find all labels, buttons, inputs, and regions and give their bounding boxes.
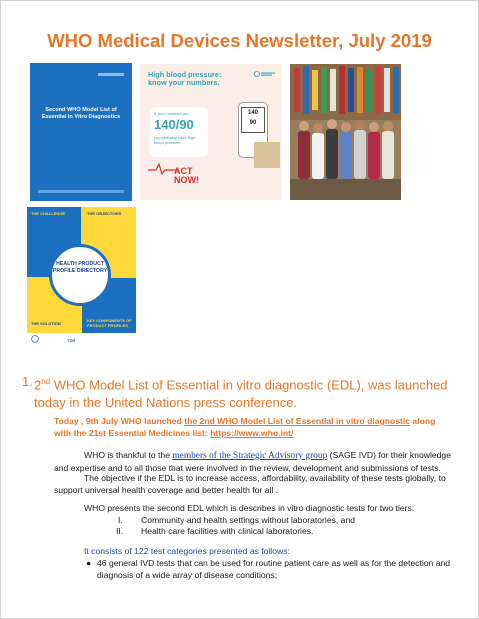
blood-pressure-poster bbox=[140, 64, 282, 200]
tier-1-number: I. bbox=[118, 515, 123, 525]
bp-if-text: If your numbers are bbox=[154, 111, 189, 116]
categories-intro: It consists of 122 test categories presented as follows: bbox=[84, 546, 290, 556]
sage-members-link[interactable]: members of the Strategic Advisory group bbox=[172, 451, 328, 461]
who-emblem-icon bbox=[31, 335, 39, 343]
tiers-intro: WHO presents the second EDL which is describes in vitro diagnostic tests for two tiers: bbox=[84, 503, 415, 513]
directory-title: HEALTH PRODUCT PROFILE DIRECTORY bbox=[52, 261, 108, 274]
group-photo bbox=[290, 64, 401, 200]
act-now-text: ACT NOW! bbox=[174, 166, 199, 186]
edl-link[interactable]: the 2nd WHO Model List of Essential in vitro diagnostic bbox=[184, 416, 411, 426]
infographic-footer bbox=[27, 333, 136, 347]
bullet-icon: ● bbox=[86, 558, 92, 568]
who-logo-icon bbox=[254, 71, 276, 77]
solution-label: THE SOLUTION bbox=[31, 321, 61, 326]
tier-2-text: Health care facilities with clinical laboratories. bbox=[141, 526, 314, 536]
who-url-link[interactable]: https://www.who.int/ bbox=[210, 427, 294, 438]
bp-monitor-screen: 140 bbox=[241, 107, 265, 133]
edl-cover-image bbox=[30, 63, 132, 201]
launch-paragraph: Today , 9th July WHO launched the 2nd WHO Model List of Essential in vitro diagnostic along with the 21st Essential Medicines list: https://www.who.int/ bbox=[54, 416, 436, 438]
section-number: 1. bbox=[22, 374, 33, 389]
tier-1-text: Community and health settings without laboratories, and bbox=[141, 515, 356, 525]
newsletter-title: WHO Medical Devices Newsletter, July 2019 bbox=[47, 30, 432, 51]
challenge-label: THE CHALLENGE bbox=[31, 211, 65, 216]
thanks-paragraph: WHO is thankful to the members of the Strategic Advisory group (SAGE IVD) for their knowledge and expertise and to all those that were involved in the review, development and submissions of tests. bbox=[54, 450, 451, 473]
objectives-label: THE OBJECTIVES bbox=[87, 211, 122, 216]
bp-screen-bottom: 90 bbox=[249, 120, 257, 126]
bp-numbers: 140/90 bbox=[154, 117, 194, 132]
components-label: KEY COMPONENTS OF PRODUCT PROFILES bbox=[87, 318, 132, 328]
tier-2-number: II. bbox=[116, 526, 124, 536]
objective-paragraph: The objective if the EDL is to increase access, affordability, availability of these tests globally, to support universal health coverage and better health for all . bbox=[54, 473, 446, 495]
section-heading: 1. 2nd WHO Model List of Essential in vitro diagnostic (EDL), was launched today in the United Nations press conference. bbox=[22, 374, 448, 411]
product-profile-infographic bbox=[27, 207, 136, 347]
bp-headline: High blood pressure: know your numbers. bbox=[148, 70, 222, 88]
bp-cuff-icon bbox=[254, 142, 280, 168]
cover-footer-bar bbox=[38, 190, 124, 193]
edl-cover-title: Second WHO Model List of Essential In Vitro Diagnostics bbox=[41, 107, 121, 121]
tdr-logo: TDR bbox=[67, 338, 76, 343]
cover-tag bbox=[98, 73, 124, 76]
bullet-text: 46 general IVD tests that can be used for routine patient care as well as for the detection and diagnosis of a wide array of disease conditions; bbox=[97, 558, 451, 580]
bp-probably-text: you probably have high blood pressure. bbox=[154, 135, 196, 145]
group-photo-illustration bbox=[290, 64, 401, 200]
directory-circle bbox=[49, 244, 111, 306]
